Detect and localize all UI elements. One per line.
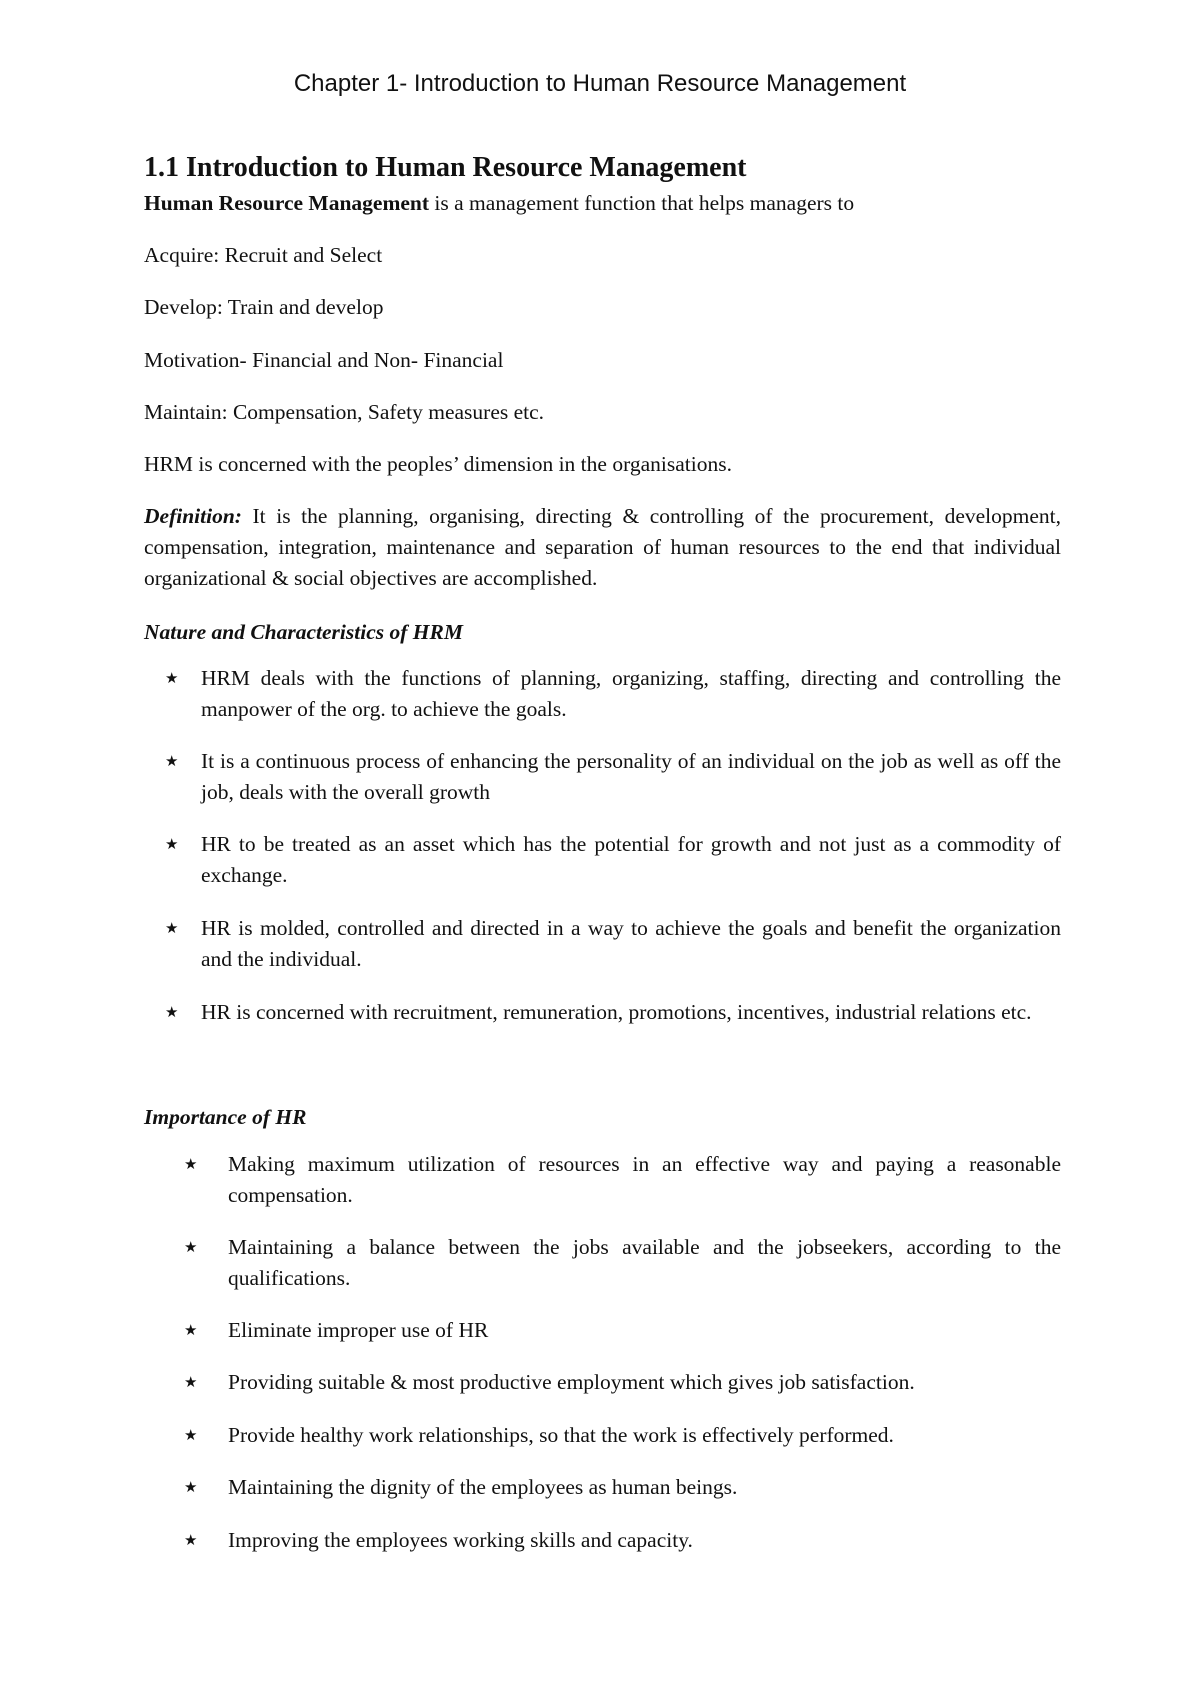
star-bullet-icon: ★ [184,1531,198,1549]
list-item-text: HR to be treated as an asset which has the potential for growth and not just as a commodity of exchange. [201,832,1061,887]
list-item-text: Maintaining the dignity of the employees as human beings. [228,1475,738,1499]
section-title: 1.1 Introduction to Human Resource Management [144,152,747,183]
list-item [184,1232,1061,1294]
concern-line: HRM is concerned with the peoples’ dimension in the organisations. [144,452,732,476]
function-develop: Develop: Train and develop [144,295,384,319]
function-acquire: Acquire: Recruit and Select [144,243,383,267]
list-item [165,913,1061,975]
definition-text: It is the planning, organising, directing & controlling of the procurement, development, compensation, integration, maintenance and separation of human resources to the end that individual organizational & social objectives are accomplished. [144,504,1061,590]
importance-heading: Importance of HR [144,1105,307,1129]
star-bullet-icon: ★ [184,1373,198,1391]
definition-paragraph [144,501,1061,594]
star-bullet-icon: ★ [165,835,179,853]
list-item [184,1149,1061,1211]
intro-term: Human Resource Management [144,191,430,215]
list-item [184,1367,1061,1398]
list-item-text: HRM deals with the functions of planning, organizing, staffing, directing and controlling the manpower of the org. to achieve the goals. [201,666,1061,721]
list-item [184,1525,1061,1556]
star-bullet-icon: ★ [165,669,179,687]
list-item [165,997,1061,1028]
list-item-text: It is a continuous process of enhancing the personality of an individual on the job as well as off the job, deals with the overall growth [201,749,1061,804]
list-item-text: Making maximum utilization of resources in an effective way and paying a reasonable compensation. [228,1152,1061,1207]
list-item-text: Providing suitable & most productive employment which gives job satisfaction. [228,1370,915,1394]
list-item [184,1420,1061,1451]
intro-paragraph [144,188,854,219]
list-item-text: HR is molded, controlled and directed in a way to achieve the goals and benefit the organization and the individual. [201,916,1061,971]
function-maintain: Maintain: Compensation, Safety measures etc. [144,400,545,424]
star-bullet-icon: ★ [184,1155,198,1173]
definition-label: Definition: [144,504,242,528]
list-item-text: HR is concerned with recruitment, remuneration, promotions, incentives, industrial relations etc. [201,1000,1032,1024]
chapter-title: Chapter 1- Introduction to Human Resource Management [293,70,907,97]
star-bullet-icon: ★ [184,1426,198,1444]
star-bullet-icon: ★ [184,1238,198,1256]
star-bullet-icon: ★ [165,752,179,770]
star-bullet-icon: ★ [184,1321,198,1339]
list-item-text: Provide healthy work relationships, so that the work is effectively performed. [228,1423,894,1447]
list-item [184,1472,1061,1503]
star-bullet-icon: ★ [165,919,179,937]
list-item [165,663,1061,725]
nature-heading: Nature and Characteristics of HRM [144,620,463,644]
star-bullet-icon: ★ [184,1478,198,1496]
list-item-text: Maintaining a balance between the jobs available and the jobseekers, according to the qualifications. [228,1235,1061,1290]
list-item-text: Eliminate improper use of HR [228,1318,489,1342]
list-item-text: Improving the employees working skills and capacity. [228,1528,693,1552]
star-bullet-icon: ★ [165,1003,179,1021]
list-item [165,829,1061,891]
list-item [165,746,1061,808]
function-motivation: Motivation- Financial and Non- Financial [144,348,504,372]
list-item [184,1315,1061,1346]
intro-rest: is a management function that helps managers to [429,191,855,215]
